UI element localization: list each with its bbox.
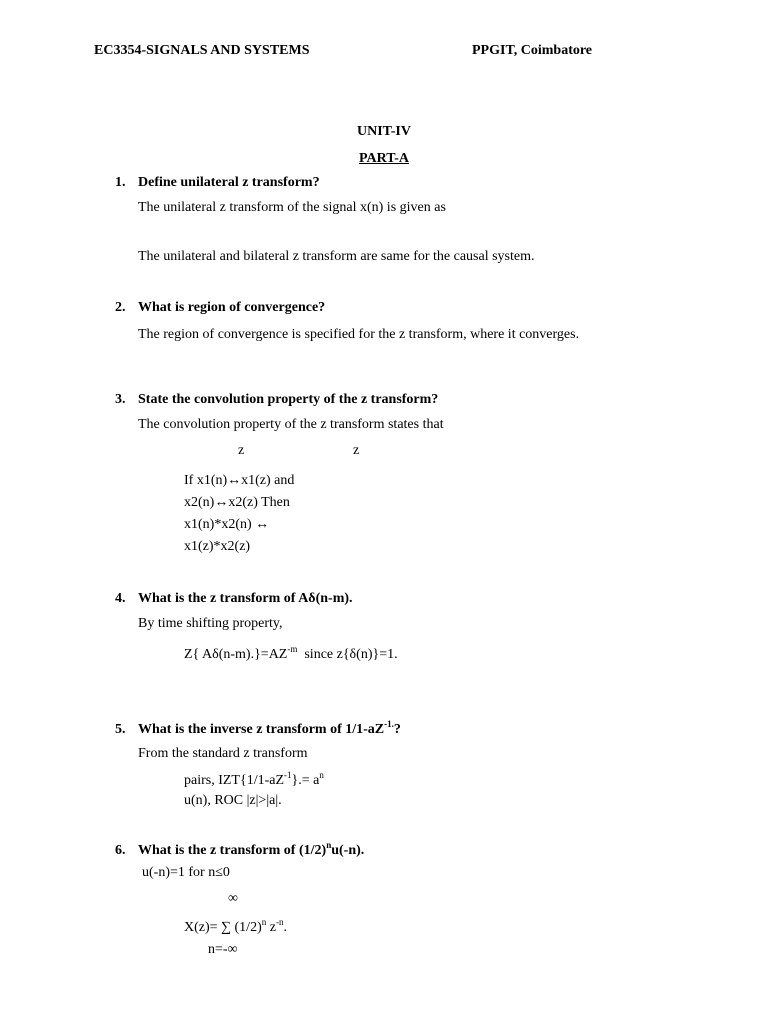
q2-answer: The region of convergence is specified for the z transform, where it converges. <box>138 327 580 342</box>
part-heading: PART-A <box>358 151 410 166</box>
q6-number: 6. <box>115 843 126 858</box>
q6-sum-upper-limit: ∞ <box>228 891 238 906</box>
q3-question: State the convolution property of the z transform? <box>138 392 439 407</box>
q4-number: 4. <box>115 591 126 606</box>
q6-sum-lower-limit: n=-∞ <box>208 942 238 957</box>
q3-intro: The convolution property of the z transform states that <box>138 417 444 432</box>
q3-property-line2: x2(n)↔x2(z) Then <box>184 495 290 510</box>
q5-number: 5. <box>115 722 126 737</box>
q3-z-label-1: z <box>238 443 245 458</box>
q3-number: 3. <box>115 392 126 407</box>
q5-question: What is the inverse z transform of $1/1-aZ^{-1.}$? <box>138 719 401 737</box>
q4-question: What is the z transform of Aδ(n-m). <box>138 591 353 606</box>
q3-z-label-2: z <box>353 443 360 458</box>
q1-answer-line2: The unilateral and bilateral z transform are same for the causal system. <box>138 249 535 264</box>
q1-question: Define unilateral z transform? <box>138 175 320 190</box>
q3-property-line3: x1(n)*x2(n) ↔ <box>184 517 270 532</box>
q6-formula: X(z)= ∑ $(1/2)^n$ $z^{-n}$. <box>184 917 287 935</box>
q2-number: 2. <box>115 300 126 315</box>
q2-question: What is region of convergence? <box>138 300 326 315</box>
q5-answer-line2: pairs, $IZT\{1/1-aZ^{-1}\}.= a^n$ <box>184 770 324 788</box>
q5-answer-line3: u(n), ROC |z|>|a|. <box>184 793 282 808</box>
q6-question: What is the z transform of $(1/2)^nu(-n)$. <box>138 840 365 858</box>
q5-answer-line1: From the standard z transform <box>138 746 308 761</box>
unit-heading: UNIT-IV <box>357 124 411 139</box>
q4-answer-line1: By time shifting property, <box>138 616 283 631</box>
q1-answer-line1: The unilateral z transform of the signal x(n) is given as <box>138 200 446 215</box>
q6-answer-line1: u(-n)=1 for n≤0 <box>142 865 230 880</box>
q1-number: 1. <box>115 175 126 190</box>
header-course-title: EC3354-SIGNALS AND SYSTEMS <box>94 43 310 58</box>
q3-property-line1: If x1(n)↔x1(z) and <box>184 473 295 488</box>
q4-formula: Z{ $A\delta(n-m).\}=AZ^{-m}$ since z{δ(n)}=1. <box>184 644 398 662</box>
q3-property-line4: x1(z)*x2(z) <box>184 539 251 554</box>
header-institution: PPGIT, Coimbatore <box>472 43 593 58</box>
